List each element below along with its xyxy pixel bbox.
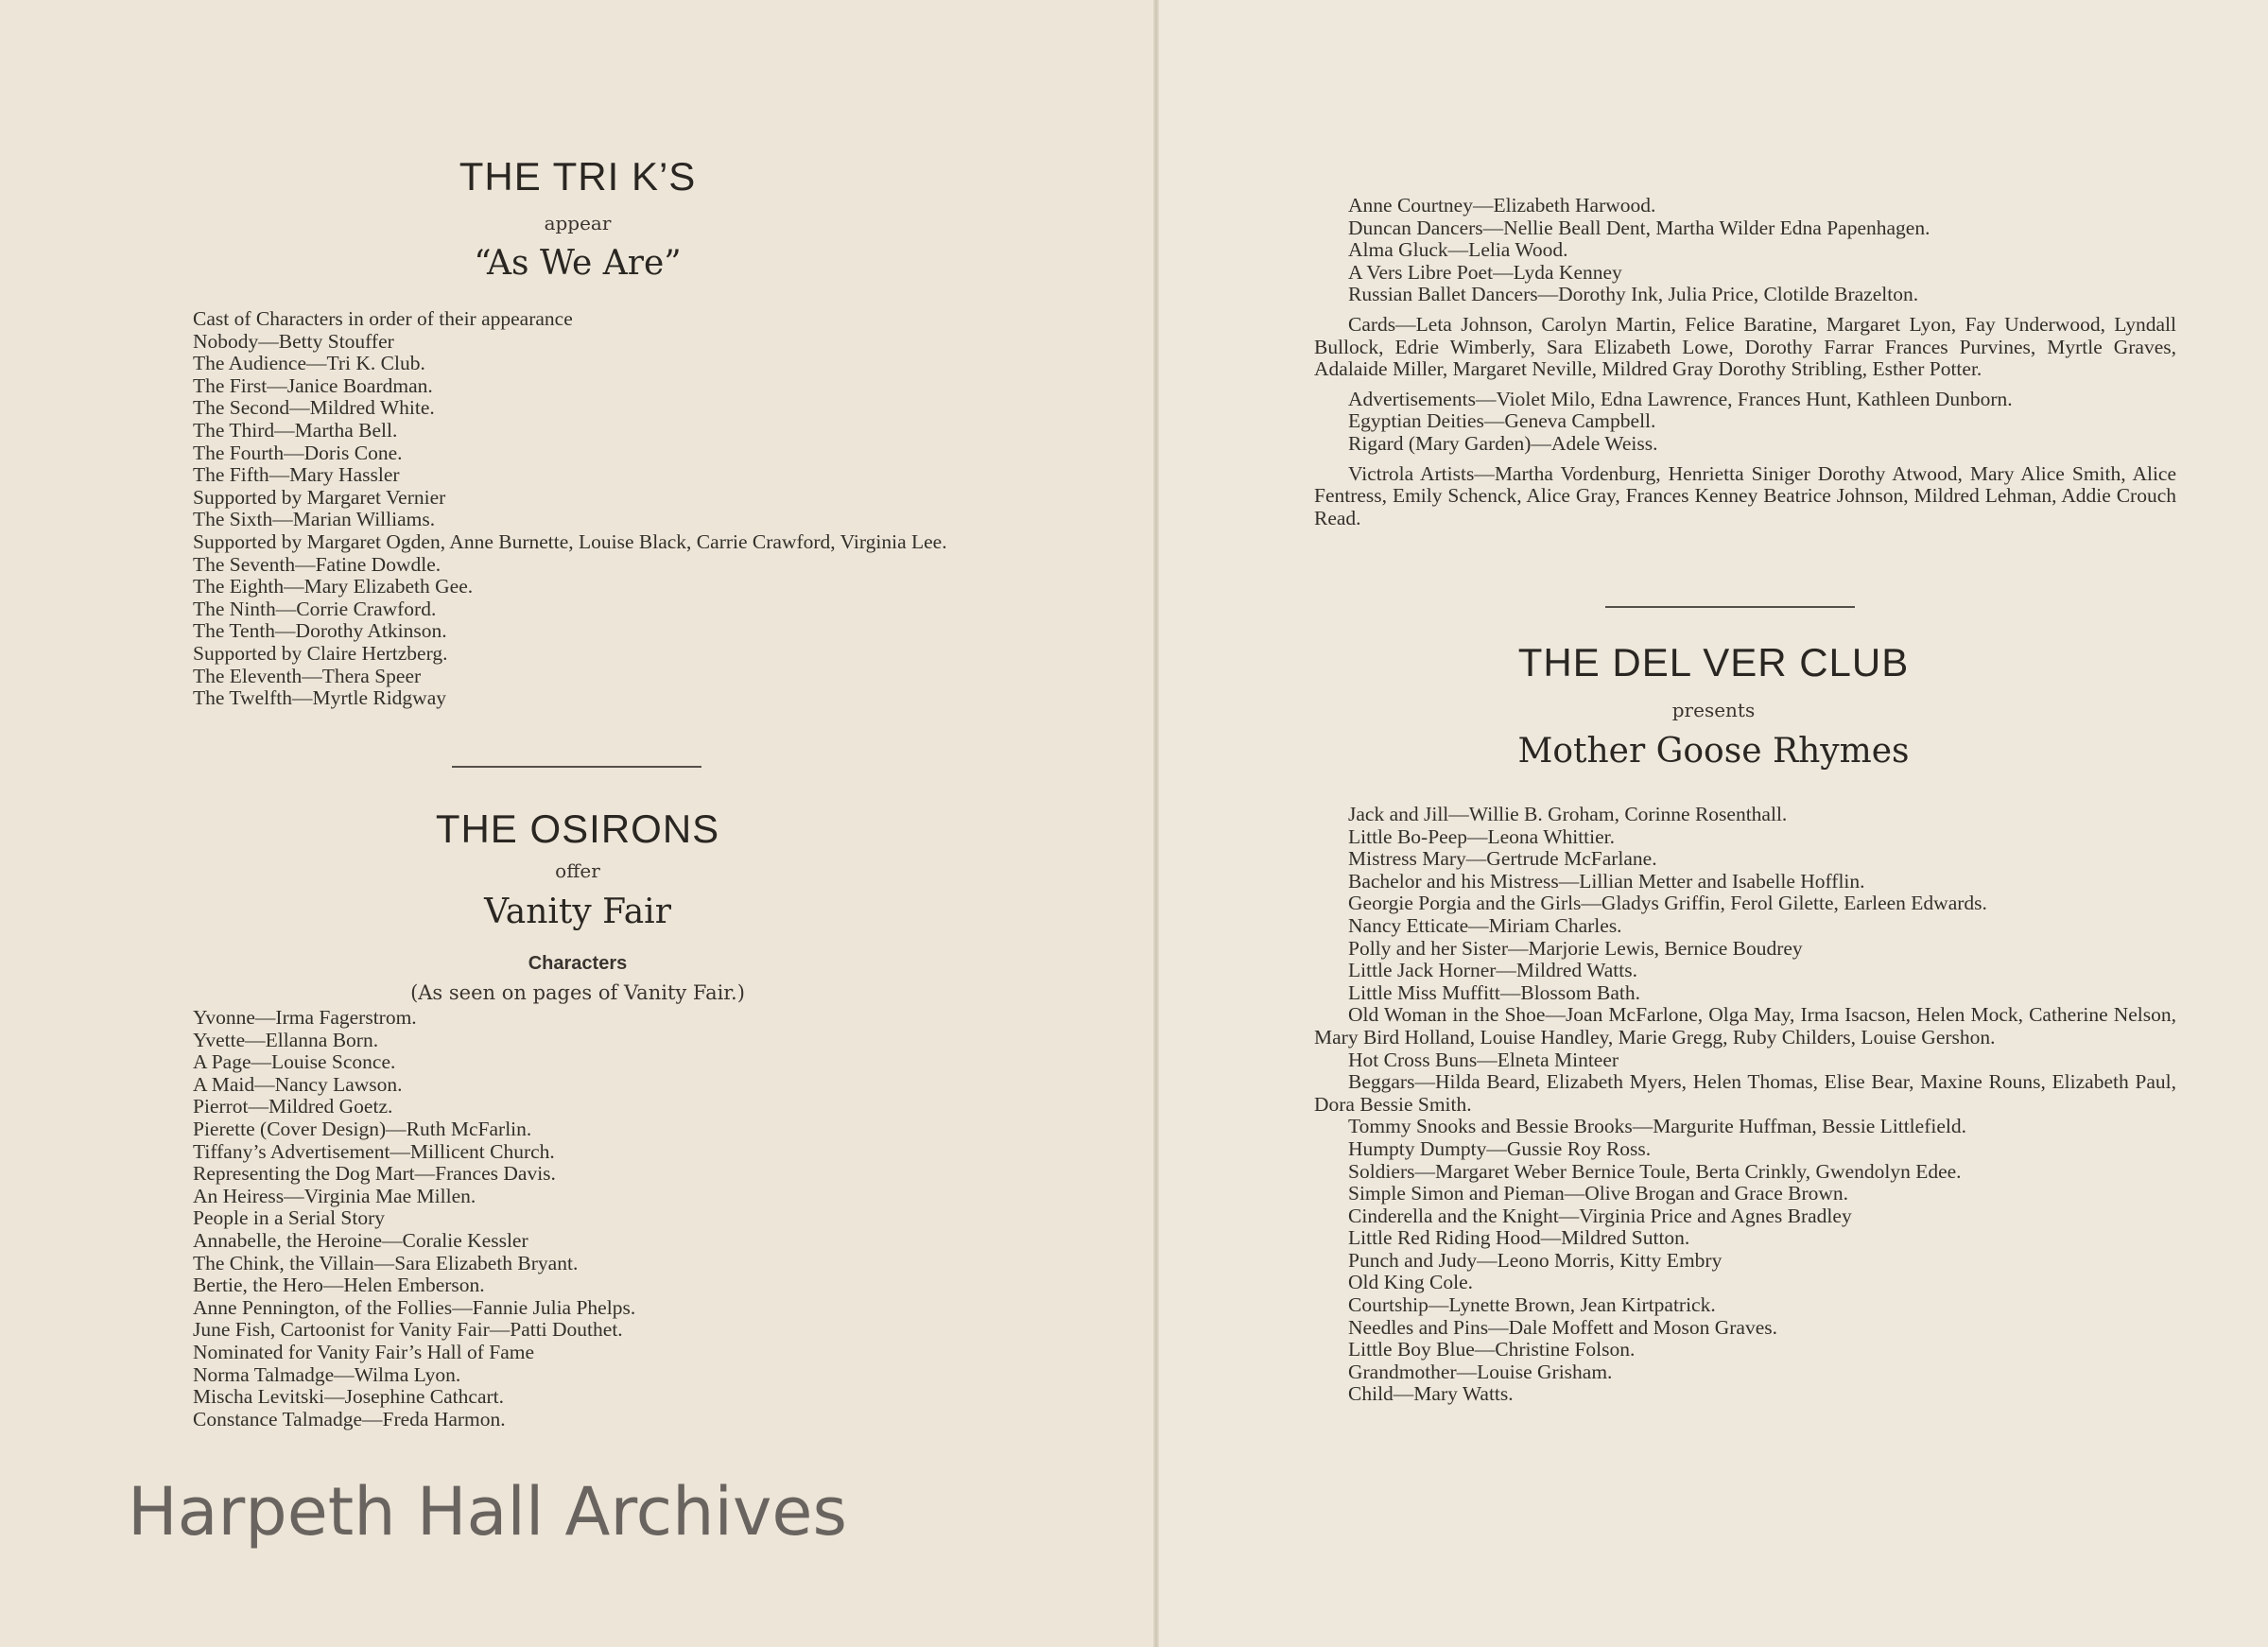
cast-entry: Anne Pennington, of the Follies—Fannie Julia Phelps. (193, 1295, 636, 1319)
cast-entry: Cast of Characters in order of their appearance (193, 307, 573, 330)
cast-entry: Representing the Dog Mart—Frances Davis. (193, 1162, 556, 1186)
cast-entry: Grandmother—Louise Grisham. (1348, 1360, 1613, 1383)
section-divider (1605, 606, 1855, 608)
cast-entry: The Sixth—Marian Williams. (193, 508, 436, 531)
cast-entry: Russian Ballet Dancers—Dorothy Ink, Julia Price, Clotilde Brazelton. (1348, 283, 1919, 306)
cast-entry: A Page—Louise Sconce. (193, 1050, 396, 1074)
cast-entry: The Audience—Tri K. Club. (193, 352, 425, 375)
cast-entry: The Second—Mildred White. (193, 396, 435, 420)
cast-entry: The Third—Martha Bell. (193, 418, 398, 442)
cast-entry: Constance Talmadge—Freda Harmon. (193, 1407, 506, 1430)
cast-entry: The Eleventh—Thera Speer (193, 664, 422, 687)
cast-entry: Cinderella and the Knight—Virginia Price and Agnes Bradley (1348, 1204, 1852, 1227)
cast-entry: Norma Talmadge—Wilma Lyon. (193, 1362, 461, 1386)
delver-play-title: Mother Goose Rhymes (1517, 732, 1910, 771)
cast-entry: Simple Simon and Pieman—Olive Brogan and Grace Brown. (1348, 1182, 1849, 1205)
cast-entry: Needles and Pins—Dale Moffett and Moson Graves. (1348, 1315, 1777, 1339)
cast-entry: Little Jack Horner—Mildred Watts. (1348, 959, 1637, 982)
cast-entry: Humpty Dumpty—Gussie Roy Ross. (1348, 1136, 1652, 1160)
cast-entry: Polly and her Sister—Marjorie Lewis, Bernice Boudrey (1348, 936, 1803, 960)
cast-entry: The First—Janice Boardman. (193, 373, 433, 397)
cast-entry: Bertie, the Hero—Helen Emberson. (193, 1274, 485, 1297)
archive-watermark: Harpeth Hall Archives (128, 1473, 847, 1551)
characters-label: Characters (528, 953, 628, 974)
cast-entry: Yvonne—Irma Fagerstrom. (193, 1006, 417, 1029)
cast-entry: Little Boy Blue—Christine Folson. (1348, 1338, 1636, 1361)
cast-entry: Nominated for Vanity Fair’s Hall of Fame (193, 1340, 535, 1363)
osirons-cast-list (159, 1007, 995, 1430)
cast-entry: Soldiers—Margaret Weber Bernice Toule, Berta Crinkly, Gwendolyn Edee. (1348, 1159, 1962, 1183)
cast-entry: Nobody—Betty Stouffer (193, 329, 394, 353)
cast-entry: Punch and Judy—Leono Morris, Kitty Embry (1348, 1248, 1723, 1272)
cast-entry: A Vers Libre Poet—Lyda Kenney (1348, 260, 1622, 284)
cast-entry: Duncan Dancers—Nellie Beall Dent, Martha Wilder Edna Papenhagen. (1348, 216, 1930, 239)
delver-verb: presents (1671, 699, 1756, 721)
cast-entry: Victrola Artists—Martha Vordenburg, Henrietta Siniger Dorothy Atwood, Mary Alice Smith, Alice Fentress, Emily Schenck, Alice Gray, Frances Kenney Beatrice Johnson, Mildred Lehman, Addie Crouch Read. (1314, 461, 2176, 529)
cast-entry: Tommy Snooks and Bessie Brooks—Margurite Huffman, Bessie Littlefield. (1348, 1115, 1966, 1138)
right-page (1159, 0, 2268, 1647)
cast-entry: A Maid—Nancy Lawson. (193, 1072, 403, 1096)
cast-entry: Advertisements—Violet Milo, Edna Lawrence, Frances Hunt, Kathleen Dunborn. (1348, 387, 2013, 410)
cast-entry: Pierette (Cover Design)—Ruth McFarlin. (193, 1117, 532, 1140)
cast-entry: Pierrot—Mildred Goetz. (193, 1095, 393, 1118)
cast-entry: People in a Serial Story (193, 1206, 386, 1230)
cast-entry: Child—Mary Watts. (1348, 1382, 1514, 1406)
cast-entry: Jack and Jill—Willie B. Groham, Corinne Rosenthall. (1348, 803, 1788, 825)
cast-entry: Nancy Etticate—Miriam Charles. (1348, 913, 1622, 937)
cast-entry: Annabelle, the Heroine—Coralie Kessler (193, 1228, 528, 1252)
osirons-play-title: Vanity Fair (484, 893, 671, 931)
cast-entry: The Tenth—Dorothy Atkinson. (193, 619, 447, 643)
cast-entry: Supported by Margaret Vernier (193, 485, 446, 509)
cast-entry: Yvette—Ellanna Born. (193, 1028, 379, 1051)
delver-cast-list (1314, 804, 2176, 1406)
cast-entry: Egyptian Deities—Geneva Campbell. (1348, 409, 1656, 433)
cast-entry: The Twelfth—Myrtle Ridgway (193, 686, 446, 710)
cast-entry: Old Woman in the Shoe—Joan McFarlone, Olga May, Irma Isacson, Helen Mock, Catherine Nelson, Mary Bird Holland, Louise Handley, Marie Gregg, Ruby Childers, Louise Gershon. (1314, 1003, 2176, 1049)
cast-entry: Georgie Porgia and the Girls—Gladys Griffin, Ferol Gilette, Earleen Edwards. (1348, 892, 1987, 915)
cast-entry: Anne Courtney—Elizabeth Harwood. (1348, 194, 1656, 217)
cast-entry: The Seventh—Fatine Dowdle. (193, 552, 441, 576)
cast-entry: Cards—Leta Johnson, Carolyn Martin, Felice Baratine, Margaret Lyon, Fay Underwood, Lyndall Bullock, Edrie Wimberly, Sara Elizabeth Lowe, Dorothy Farrar Frances Purvines, Myrtle Graves, Adalaide Miller, Margaret Neville, Mildred Gray Dorothy Stribling, Esther Potter. (1314, 312, 2176, 381)
continued-cast-list (1314, 195, 2176, 529)
cast-entry: The Fourth—Doris Cone. (193, 441, 403, 464)
cast-entry: Hot Cross Buns—Elneta Minteer (1348, 1048, 1619, 1071)
osirons-verb: offer (555, 859, 600, 882)
cast-entry: Rigard (Mary Garden)—Adele Weiss. (1348, 431, 1658, 455)
cast-entry: Little Bo-Peep—Leona Whittier. (1348, 824, 1616, 848)
osirons-title: THE OSIRONS (435, 806, 720, 851)
cast-entry: The Ninth—Corrie Crawford. (193, 597, 437, 620)
cast-entry: Old King Cole. (1348, 1271, 1473, 1294)
cast-entry: June Fish, Cartoonist for Vanity Fair—Patti Douthet. (193, 1318, 623, 1342)
cast-entry: The Chink, the Villain—Sara Elizabeth Bryant. (193, 1251, 579, 1274)
cast-entry: Little Miss Muffitt—Blossom Bath. (1348, 980, 1640, 1004)
cast-entry: Beggars—Hilda Beard, Elizabeth Myers, Helen Thomas, Elise Bear, Maxine Rouns, Elizabeth Paul, Dora Bessie Smith. (1314, 1070, 2176, 1116)
cast-entry: An Heiress—Virginia Mae Millen. (193, 1184, 476, 1207)
tri-k-verb: appear (544, 212, 612, 234)
cast-entry: Supported by Margaret Ogden, Anne Burnette, Louise Black, Carrie Crawford, Virginia Lee. (193, 529, 947, 553)
cast-entry: The Fifth—Mary Hassler (193, 463, 400, 487)
delver-title: THE DEL VER CLUB (1517, 640, 1910, 685)
tri-k-play-title: “As We Are” (474, 244, 682, 283)
cast-entry: Mistress Mary—Gertrude McFarlane. (1348, 847, 1657, 871)
cast-entry: Bachelor and his Mistress—Lillian Metter and Isabelle Hofflin. (1348, 869, 1865, 893)
section-divider (452, 766, 701, 768)
tri-k-cast-list (159, 308, 995, 710)
tri-k-title: THE TRI K’S (459, 154, 697, 199)
cast-entry: Alma Gluck—Lelia Wood. (1348, 238, 1568, 262)
cast-entry: Supported by Claire Hertzberg. (193, 641, 448, 665)
cast-entry: Tiffany’s Advertisement—Millicent Church. (193, 1139, 555, 1163)
cast-entry: Courtship—Lynette Brown, Jean Kirtpatrick. (1348, 1293, 1716, 1317)
osirons-note: (As seen on pages of Vanity Fair.) (410, 981, 745, 1004)
cast-entry: The Eighth—Mary Elizabeth Gee. (193, 575, 474, 598)
cast-entry: Little Red Riding Hood—Mildred Sutton. (1348, 1226, 1690, 1250)
cast-entry: Mischa Levitski—Josephine Cathcart. (193, 1385, 504, 1409)
